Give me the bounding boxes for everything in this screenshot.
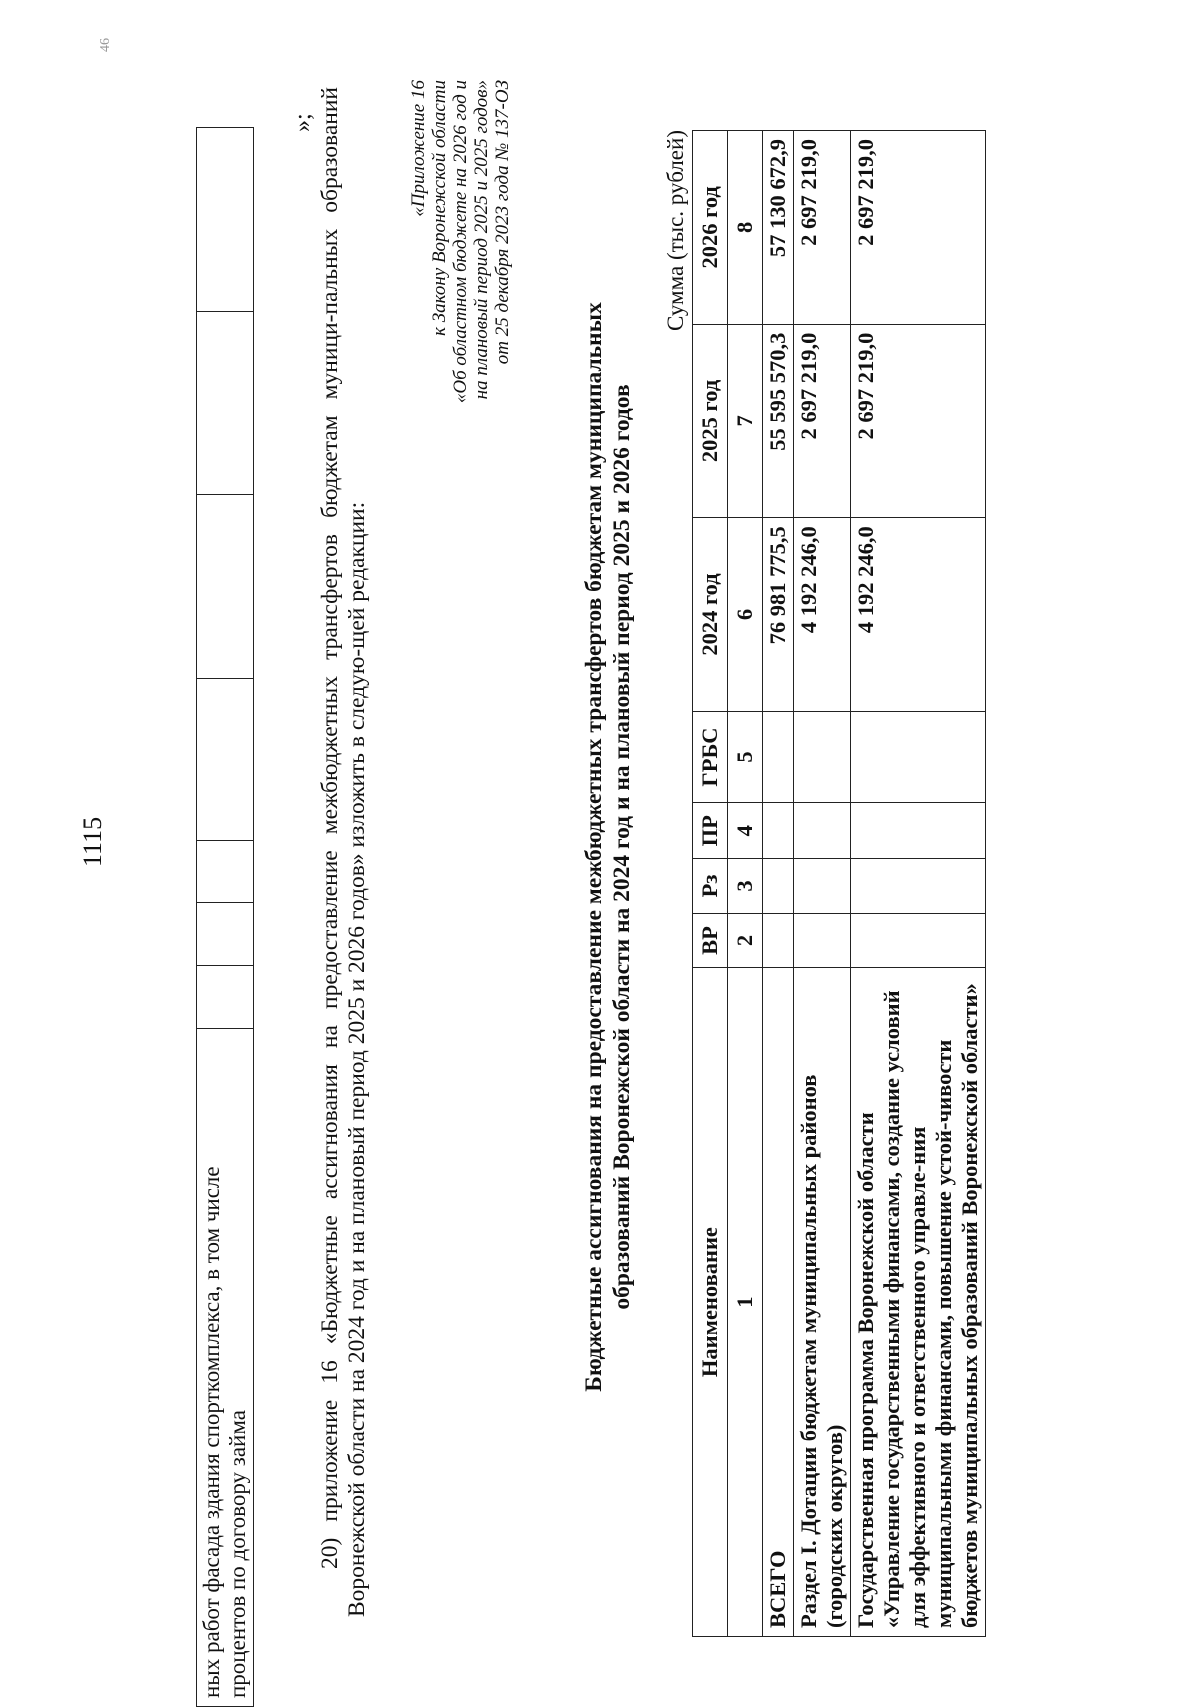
paragraph-text: 20) приложение 16 «Бюджетные ассигнования на предоставление межбюджетных трансфертов бюджетам муници-пальных образований Воронежской области на 2024 год и на плановый период 2025 и 2026 годов» изложить в следую-щей редакции: [317,87,370,1617]
row-rz [851,859,986,913]
column-number: 3 [728,859,763,913]
table-header-row [693,131,728,1637]
row-grbs [794,711,851,803]
annex-line: «Приложение 16 [408,80,429,217]
row-grbs [763,711,794,803]
row-rz [794,859,851,913]
title-line: образований Воронежской области на 2024 год и на плановый период 2025 и 2026 годов [609,384,635,1310]
table-cell [197,678,254,840]
row-2025: 2 697 219,0 [794,324,851,518]
previous-table-fragment [196,127,254,1707]
header-rz: Рз [693,859,728,913]
column-number: 7 [728,324,763,518]
quote-end: »; [290,113,316,132]
table-cell [197,311,254,495]
table-row [197,128,254,1707]
document-title [580,157,636,1537]
row-2024: 4 192 246,0 [794,518,851,712]
row-vr [851,913,986,967]
row-grbs [851,711,986,803]
cell-text-line: ных работ фасада здания спорткомплекса, в том числе [199,1166,224,1698]
header-2025: 2025 год [693,324,728,518]
header-vr: ВР [693,913,728,967]
header-name: Наименование [693,968,728,1637]
amendment-paragraph [317,87,371,1617]
header-2024: 2024 год [693,518,728,712]
table-row [794,131,851,1637]
row-2024: 4 192 246,0 [851,518,986,712]
row-vr [794,913,851,967]
row-rz [763,859,794,913]
table-cell [197,840,254,903]
page-number: 1115 [78,816,107,867]
column-number-row [728,131,763,1637]
row-2026: 57 130 672,9 [763,131,794,325]
row-2025: 2 697 219,0 [851,324,986,518]
column-number: 4 [728,803,763,859]
header-pr: ПР [693,803,728,859]
table-cell [197,965,254,1028]
column-number: 6 [728,518,763,712]
header-2026: 2026 год [693,131,728,325]
annex-reference [408,80,513,403]
row-vr [763,913,794,967]
row-pr [763,803,794,859]
annex-line: от 25 декабря 2023 года № 137-ОЗ [492,80,513,365]
column-number: 5 [728,711,763,803]
column-number: 8 [728,131,763,325]
header-grbs: ГРБС [693,711,728,803]
table-row [851,131,986,1637]
budget-table [692,130,986,1637]
table-cell [197,495,254,679]
table-cell [197,1028,254,1706]
row-name: Государственная программа Воронежской области «Управление государственными финансами, создание условий для эффективного и ответственного управле-ния муниципальными финансами, повышение устой-чивости бюджетов муниципальных образований Воронежской области» [851,968,986,1637]
annex-line: к Закону Воронежской области [429,80,450,336]
row-2025: 55 595 570,3 [763,324,794,518]
margin-mark: 46 [98,38,113,52]
row-2024: 76 981 775,5 [763,518,794,712]
cell-text-line: процентов по договору займа [225,1410,250,1698]
annex-line: на плановый период 2025 и 2025 годов» [471,80,492,400]
row-pr [851,803,986,859]
row-name: Раздел I. Дотации бюджетам муниципальных районов (городских округов) [794,968,851,1637]
table-cell [197,128,254,312]
row-2026: 2 697 219,0 [851,131,986,325]
title-line: Бюджетные ассигнования на предоставление межбюджетных трансфертов бюджетам муниципальных [581,302,607,1392]
annex-line: «Об областном бюджете на 2026 год и [450,80,471,404]
row-name: ВСЕГО [763,968,794,1637]
column-number: 2 [728,913,763,967]
row-pr [794,803,851,859]
units-label: Сумма (тыс. рублей) [663,130,688,331]
column-number: 1 [728,968,763,1637]
row-2026: 2 697 219,0 [794,131,851,325]
table-cell [197,903,254,966]
table-row [763,131,794,1637]
